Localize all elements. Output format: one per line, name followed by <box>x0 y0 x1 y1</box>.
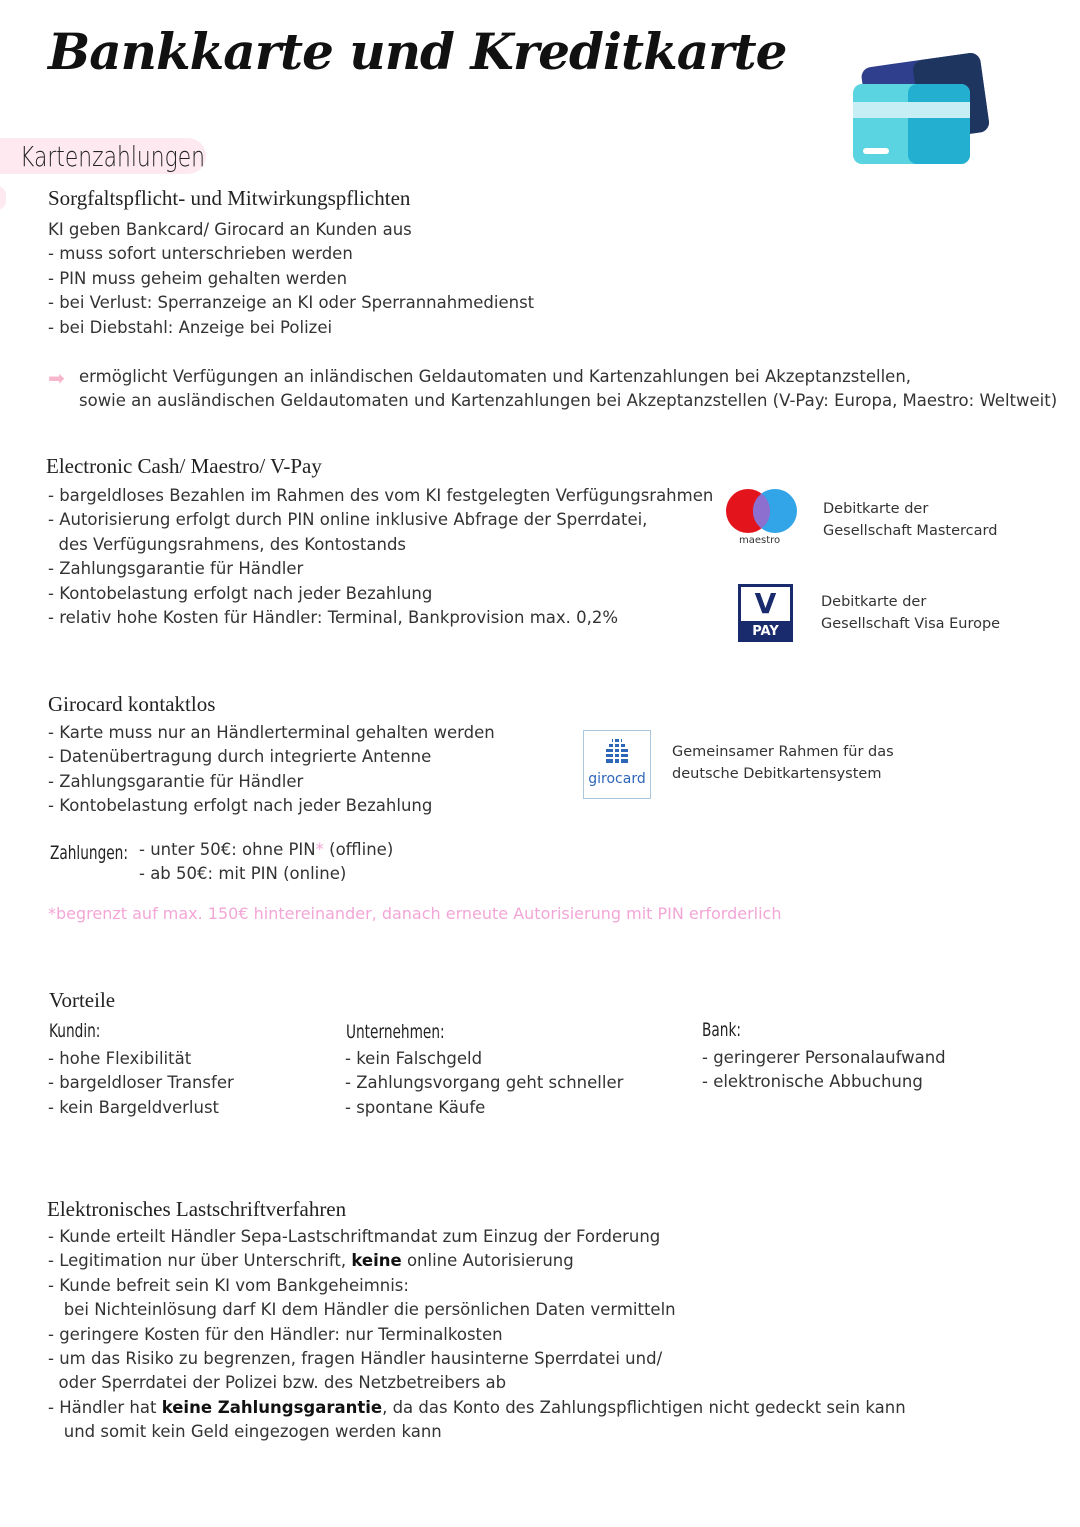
list-item: - kein Bargeldverlust <box>48 1097 220 1117</box>
zahlungen-list <box>139 838 393 887</box>
maestro-description <box>823 498 997 542</box>
list-item: - relativ hohe Kosten für Händler: Terminal, Bankprovision max. 0,2% <box>48 607 619 627</box>
description-line: Debitkarte der <box>823 501 929 517</box>
electronic-cash-list <box>48 484 713 630</box>
text-span: - Legitimation nur über Unterschrift, <box>48 1251 352 1271</box>
list-item <box>48 1396 906 1420</box>
list-item: - geringerer Personalaufwand <box>702 1048 946 1067</box>
list-item: - elektronische Abbuchung <box>702 1072 923 1092</box>
arrow-line: sowie an ausländischen Geldautomaten und Kartenzahlungen bei Akzeptanzstellen (V-Pay: Europa, Maestro: Weltweit) <box>79 391 1058 411</box>
arrow-text <box>79 365 1057 414</box>
list-item: - Zahlungsgarantie für Händler <box>48 771 304 791</box>
vorteile-bank-label: Bank: <box>702 1019 741 1041</box>
kartenzahlungen-list <box>48 218 534 340</box>
payment-text: - unter 50€: ohne PIN <box>139 840 316 859</box>
list-item: - hohe Flexibilität <box>48 1049 192 1068</box>
vorteile-unternehmen-list <box>345 1047 623 1120</box>
subheading-electronic-cash: Electronic Cash/ Maestro/ V-Pay <box>46 454 322 478</box>
list-item: - Kontobelastung erfolgt nach jeder Bezahlung <box>48 583 433 603</box>
subheading-sorgfaltspflicht: Sorgfaltspflicht- und Mitwirkungspflichten <box>48 186 411 210</box>
list-item: bei Nichteinlösung darf KI dem Händler die persönlichen Daten vermitteln <box>48 1300 676 1320</box>
description-line: Debitkarte der <box>821 594 927 610</box>
page-title: Bankkarte und Kreditkarte <box>48 22 787 81</box>
vorteile-unternehmen-label: Unternehmen: <box>346 1021 445 1043</box>
section-heading-kartenzahlungen: Kartenzahlungen <box>20 140 205 173</box>
maestro-logo-text: maestro <box>739 535 781 546</box>
list-item: - Zahlungsgarantie für Händler <box>48 559 304 579</box>
list-item: und somit kein Geld eingezogen werden kann <box>48 1422 442 1442</box>
list-item <box>139 838 393 862</box>
list-item: - Autorisierung erfolgt durch PIN online inklusive Abfrage der Sperrdatei, <box>48 510 648 530</box>
list-item: KI geben Bankcard/ Girocard an Kunden aus <box>48 220 412 239</box>
vpay-logo-v: V <box>741 587 790 621</box>
elv-list <box>48 1225 906 1445</box>
list-item: - Kunde befreit sein KI vom Bankgeheimnis: <box>48 1275 409 1295</box>
girocard-logo-text: girocard <box>588 771 646 787</box>
bold-text: keine <box>351 1251 402 1271</box>
subheading-elv: Elektronisches Lastschriftverfahren <box>47 1197 347 1221</box>
side-mark <box>0 186 6 210</box>
list-item: - kein Falschgeld <box>345 1049 483 1068</box>
zahlungen-label: Zahlungen: <box>50 842 128 864</box>
girocard-list <box>48 721 495 819</box>
arrow-line: ermöglicht Verfügungen an inländischen Geldautomaten und Kartenzahlungen bei Akzeptanzstellen, <box>79 367 912 386</box>
girocard-description <box>672 741 894 785</box>
vpay-logo <box>738 584 793 642</box>
girocard-logo <box>583 730 651 799</box>
list-item: - ab 50€: mit PIN (online) <box>139 864 347 884</box>
list-item: - Kunde erteilt Händler Sepa-Lastschriftmandat zum Einzug der Forderung <box>48 1227 661 1246</box>
girocard-antenna-icon <box>606 739 628 765</box>
list-item: - Kontobelastung erfolgt nach jeder Bezahlung <box>48 796 433 816</box>
vorteile-kundin-list <box>48 1047 234 1120</box>
subheading-vorteile: Vorteile <box>49 988 116 1012</box>
list-item: - PIN muss geheim gehalten werden <box>48 268 348 288</box>
vpay-description <box>821 591 1000 635</box>
list-item: - Karte muss nur an Händlerterminal gehalten werden <box>48 723 495 742</box>
description-line: deutsche Debitkartensystem <box>672 766 882 782</box>
list-item: - geringere Kosten für den Händler: nur Terminalkosten <box>48 1324 503 1344</box>
description-line: Gesellschaft Visa Europe <box>821 616 1001 632</box>
credit-card-icon <box>848 44 998 169</box>
list-item: - um das Risiko zu begrenzen, fragen Händler hausinterne Sperrdatei und/ <box>48 1348 663 1368</box>
footnote: *begrenzt auf max. 150€ hintereinander, danach erneute Autorisierung mit PIN erforderlich <box>48 904 782 923</box>
list-item: - bargeldloses Bezahlen im Rahmen des vom KI festgelegten Verfügungsrahmen <box>48 486 714 505</box>
description-line: Gemeinsamer Rahmen für das <box>672 744 894 760</box>
text-span: online Autorisierung <box>401 1251 574 1271</box>
bold-text: keine Zahlungsgarantie <box>161 1397 383 1417</box>
list-item: - bargeldloser Transfer <box>48 1073 234 1093</box>
text-span: - Händler hat <box>48 1397 162 1417</box>
description-line: Gesellschaft Mastercard <box>823 523 998 539</box>
list-item: - bei Diebstahl: Anzeige bei Polizei <box>48 317 333 337</box>
vpay-logo-pay: PAY <box>752 624 779 639</box>
list-item: - spontane Käufe <box>345 1097 486 1117</box>
payment-offline: (offline) <box>323 840 394 859</box>
list-item <box>48 1249 906 1273</box>
footnote-star: * <box>315 840 324 859</box>
vorteile-bank-list <box>702 1046 946 1095</box>
vorteile-kundin-label: Kundin: <box>49 1020 101 1042</box>
list-item: - bei Verlust: Sperranzeige an KI oder Sperrannahmedienst <box>48 293 535 313</box>
list-item: - Datenübertragung durch integrierte Antenne <box>48 747 432 767</box>
arrow-right-icon: ➡ <box>48 366 65 390</box>
subheading-girocard: Girocard kontaktlos <box>48 692 216 716</box>
list-item: oder Sperrdatei der Polizei bzw. des Netzbetreibers ab <box>48 1373 507 1393</box>
text-span: , da das Konto des Zahlungspflichtigen nicht gedeckt sein kann <box>382 1397 906 1417</box>
list-item: - muss sofort unterschrieben werden <box>48 244 353 264</box>
list-item: - Zahlungsvorgang geht schneller <box>345 1073 624 1093</box>
list-item: des Verfügungsrahmens, des Kontostands <box>48 534 407 554</box>
